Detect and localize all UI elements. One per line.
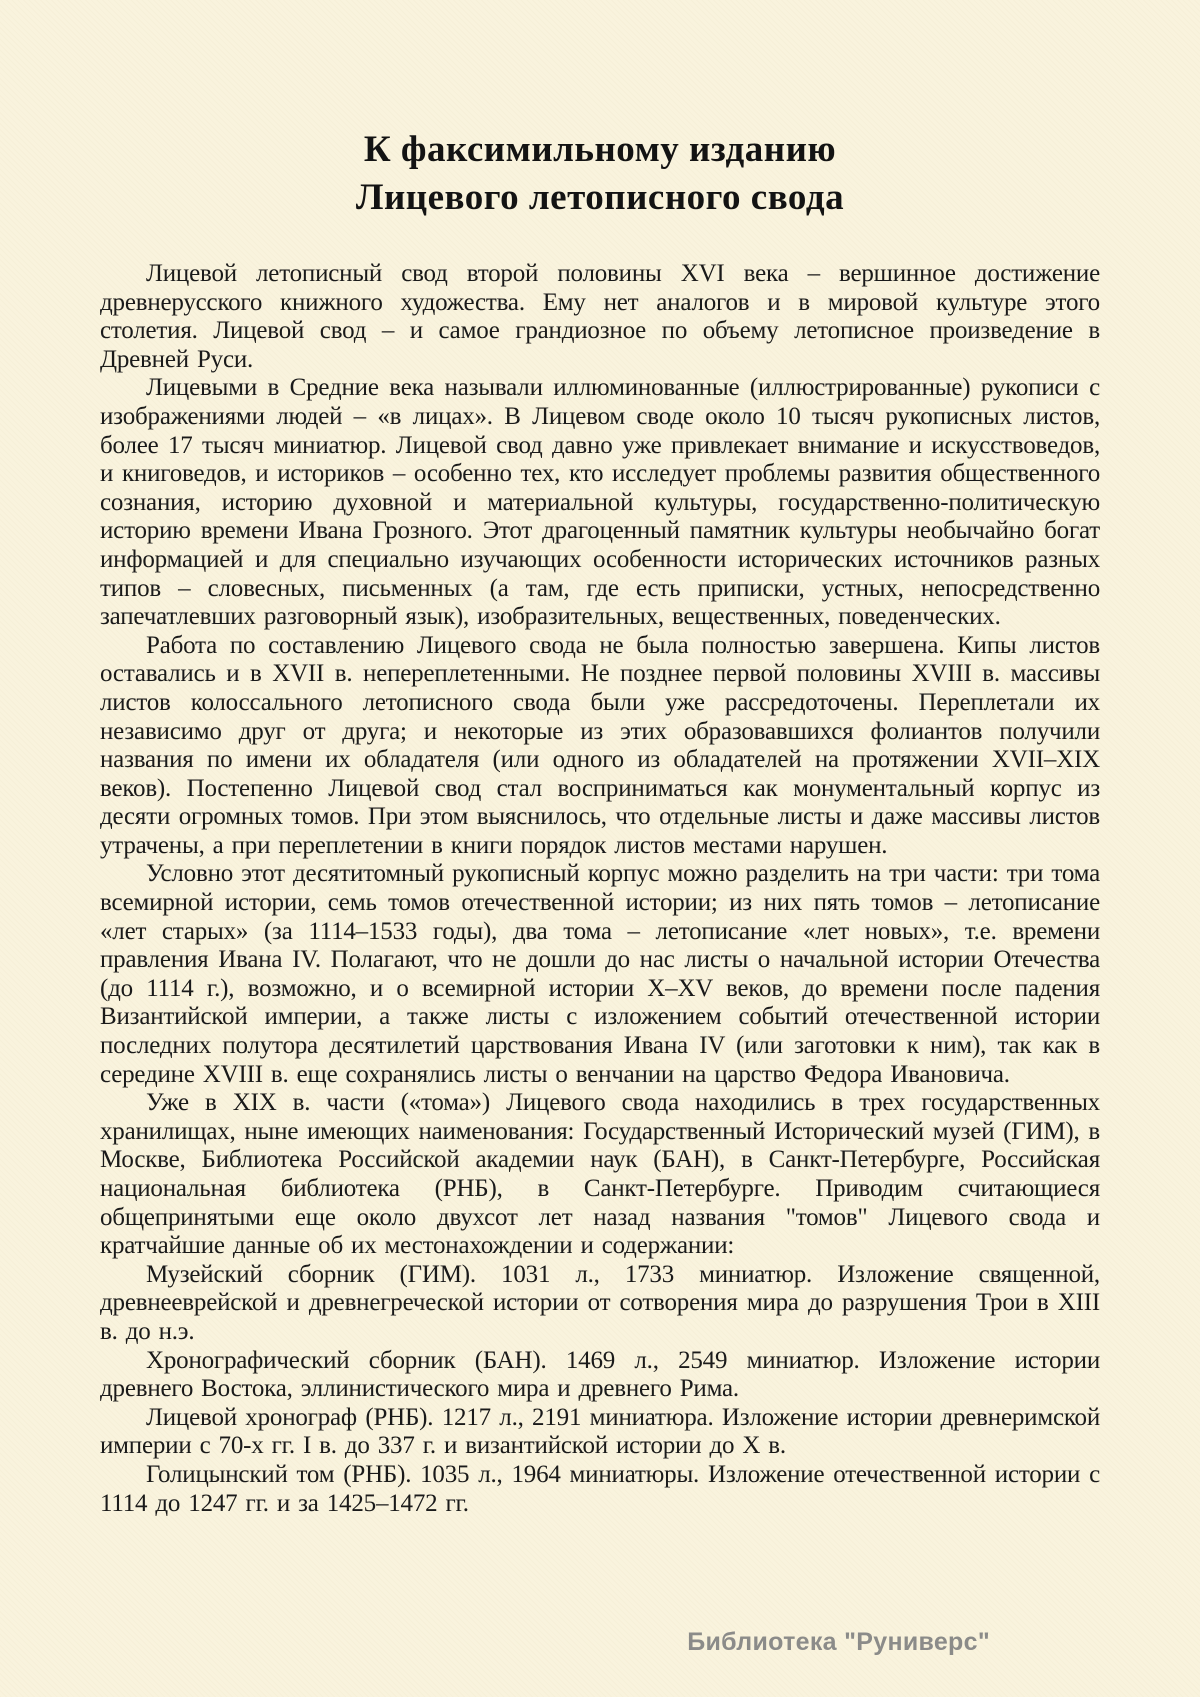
paragraph-three-parts: Условно этот десятитомный рукописный корпус можно разделить на три части: три тома всемирной истории, семь томов отечественной истории; из них пять томов – летописание «лет старых» (за 1114–1533 годы), два тома – летописание «лет новых», т.е. времени правления Ивана IV. Полагают, что не дошли до нас листы о начальной истории Отечества (до 1114 г.), возможно, и о всемирной истории X–XV веков, до времени после падения Византийской империи, а также листы с изложением событий отечественной истории последних полутора десятилетий царствования Ивана IV (или заготовки к ним), так как в середине XVIII в. еще сохранялись листы о венчании на царство Федора Ивановича. <box>100 860 1100 1088</box>
page-title-line-1: К факсимильному изданию <box>363 129 837 170</box>
paragraph-golitsynsky-tom: Голицынский том (РНБ). 1035 л., 1964 миниатюры. Изложение отечественной истории с 1114 до 1247 гг. и за 1425–1472 гг. <box>100 1460 1100 1517</box>
paragraph-compilation-history: Работа по составлению Лицевого свода не была полностью завершена. Кипы листов оставались и в XVII в. непереплетенными. Не позднее первой половины XVIII в. массивы листов колоссального летописного свода были уже рассредоточены. Переплетали их независимо друг от друга; и некоторые из этих образовавшихся фолиантов получили названия по имени их обладателя (или одного из обладателей на протяжении XVII–XIX веков). Постепенно Лицевой свод стал восприниматься как монументальный корпус из десяти огромных томов. При этом выяснилось, что отдельные листы и даже массивы листов утрачены, а при переплетении в книги порядок листов местами нарушен. <box>100 631 1100 859</box>
paragraph-litsevye-definition: Лицевыми в Средние века называли иллюминованные (иллюстрированные) рукописи с изображениями людей – «в лицах». В Лицевом своде около 10 тысяч рукописных листов, более 17 тысяч миниатюр. Лицевой свод давно уже привлекает внимание и искусствоведов, и книговедов, и историков – особенно тех, кто исследует проблемы развития общественного сознания, историю духовной и материальной культуры, государственно-политическую историю времени Ивана Грозного. Этот драгоценный памятник культуры необычайно богат информацией и для специально изучающих особенности исторических источников разных типов – словесных, письменных (а там, где есть приписки, устных, непосредственно запечатлевших разговорный язык), изобразительных, вещественных, поведенческих. <box>100 374 1100 631</box>
paragraph-muzeysky-sbornik: Музейский сборник (ГИМ). 1031 л., 1733 миниатюр. Изложение священной, древнееврейской и древнегреческой истории от сотворения мира до разрушения Трои в XIII в. до н.э. <box>100 1260 1100 1345</box>
runivers-library-watermark: Библиотека "Руниверс" <box>687 1628 990 1656</box>
paragraph-repositories: Уже в XIX в. части («тома») Лицевого свода находились в трех государственных хранилищах, ныне имеющих наименования: Государственный Исторический музей (ГИМ), в Москве, Библиотека Российской академии наук (БАН), в Санкт-Петербурге, Российская национальная библиотека (РНБ), в Санкт-Петербурге. Приводим считающиеся общепринятыми еще около двухсот лет назад названия "томов" Лицевого свода и кратчайшие данные об их местонахождении и содержании: <box>100 1089 1100 1260</box>
paragraph-litsevoy-khronograf: Лицевой хронограф (РНБ). 1217 л., 2191 миниатюра. Изложение истории древнеримской империи с 70-х гг. I в. до 337 г. и византийской истории до X в. <box>100 1403 1100 1460</box>
document-body <box>100 260 1100 1518</box>
paragraph-intro: Лицевой летописный свод второй половины XVI века – вершинное достижение древнерусского книжного художества. Ему нет аналогов и в мировой культуре этого столетия. Лицевой свод – и самое грандиозное по объему летописное произведение в Древней Руси. <box>100 260 1100 373</box>
paragraph-khronografichesky-sbornik: Хронографический сборник (БАН). 1469 л., 2549 миниатюр. Изложение истории древнего Востока, эллинистического мира и древнего Рима. <box>100 1346 1100 1403</box>
page-title-line-2: Лицевого летописного свода <box>355 177 845 218</box>
page-title <box>100 126 1100 222</box>
